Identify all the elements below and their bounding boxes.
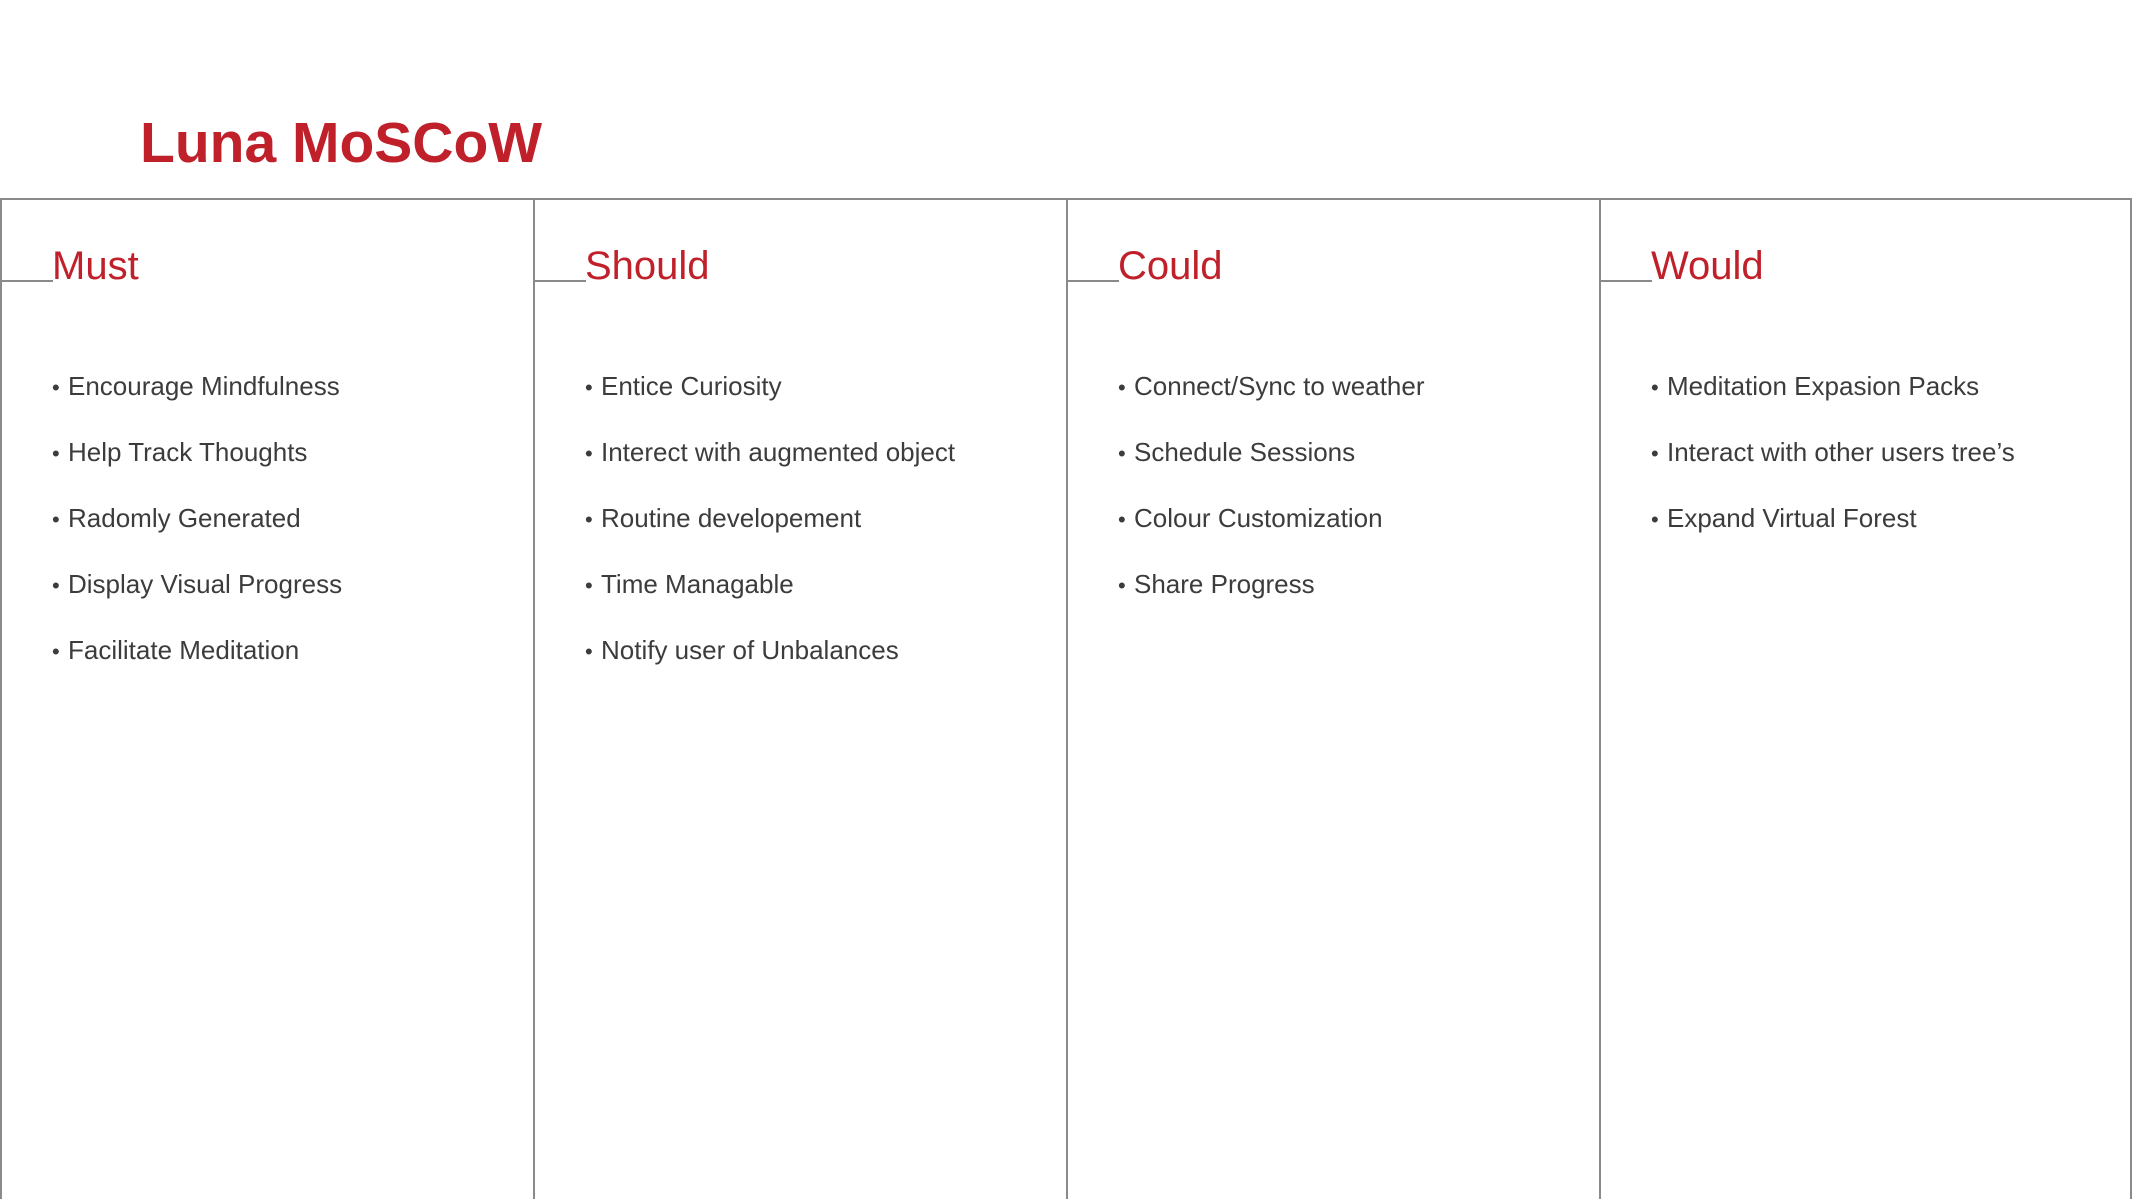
column-heading-should: Should — [585, 244, 710, 288]
bullet-icon: • — [52, 639, 60, 664]
list-item — [585, 502, 980, 536]
list-item — [52, 502, 447, 536]
bullet-icon: • — [52, 441, 60, 466]
list-item-text: Routine developement — [601, 503, 862, 533]
list-item-text: Time Managable — [601, 569, 794, 599]
column-list-must — [52, 370, 447, 700]
column-should — [533, 200, 1066, 1199]
bullet-icon: • — [52, 507, 60, 532]
column-list-could — [1118, 370, 1513, 634]
list-item — [585, 634, 980, 668]
page-title: Luna MoSCoW — [140, 111, 543, 175]
heading-rule — [1068, 280, 1119, 282]
list-item — [585, 568, 980, 602]
bullet-icon: • — [1651, 375, 1659, 400]
list-item-text: Share Progress — [1134, 569, 1315, 599]
list-item-text: Expand Virtual Forest — [1667, 503, 1917, 533]
bullet-icon: • — [52, 573, 60, 598]
list-item — [52, 436, 447, 470]
bullet-icon: • — [1118, 573, 1126, 598]
bullet-icon: • — [52, 375, 60, 400]
list-item — [1651, 436, 2046, 470]
list-item-text: Entice Curiosity — [601, 371, 782, 401]
bullet-icon: • — [1651, 441, 1659, 466]
list-item-text: Interact with other users tree’s — [1667, 437, 2015, 467]
list-item-text: Meditation Expasion Packs — [1667, 371, 1980, 401]
list-item-text: Colour Customization — [1134, 503, 1383, 533]
list-item — [52, 568, 447, 602]
list-item — [1651, 370, 2046, 404]
bullet-icon: • — [585, 573, 593, 598]
list-item — [1118, 436, 1513, 470]
heading-rule — [1601, 280, 1652, 282]
list-item-text: Help Track Thoughts — [68, 437, 308, 467]
list-item — [1651, 502, 2046, 536]
list-item-text: Display Visual Progress — [68, 569, 343, 599]
column-list-would — [1651, 370, 2046, 568]
list-item — [1118, 568, 1513, 602]
column-would — [1599, 200, 2132, 1199]
bullet-icon: • — [585, 375, 593, 400]
bullet-icon: • — [1118, 507, 1126, 532]
heading-rule — [535, 280, 586, 282]
moscow-board — [0, 198, 2132, 1199]
bullet-icon: • — [1651, 507, 1659, 532]
list-item-text: Encourage Mindfulness — [68, 371, 340, 401]
list-item-text: Interect with augmented object — [601, 437, 956, 467]
bullet-icon: • — [585, 441, 593, 466]
bullet-icon: • — [585, 507, 593, 532]
column-heading-would: Would — [1651, 244, 1764, 288]
list-item — [52, 370, 447, 404]
heading-rule — [2, 280, 53, 282]
list-item — [585, 370, 980, 404]
list-item — [585, 436, 980, 470]
list-item-text: Radomly Generated — [68, 503, 301, 533]
column-could — [1066, 200, 1599, 1199]
list-item-text: Notify user of Unbalances — [601, 635, 899, 665]
list-item-text: Connect/Sync to weather — [1134, 371, 1425, 401]
bullet-icon: • — [1118, 375, 1126, 400]
list-item — [1118, 502, 1513, 536]
bullet-icon: • — [1118, 441, 1126, 466]
list-item — [52, 634, 447, 668]
list-item-text: Facilitate Meditation — [68, 635, 300, 665]
list-item-text: Schedule Sessions — [1134, 437, 1356, 467]
column-heading-must: Must — [52, 244, 139, 288]
column-heading-could: Could — [1118, 244, 1223, 288]
column-list-should — [585, 370, 980, 700]
bullet-icon: • — [585, 639, 593, 664]
column-must — [0, 200, 533, 1199]
list-item — [1118, 370, 1513, 404]
